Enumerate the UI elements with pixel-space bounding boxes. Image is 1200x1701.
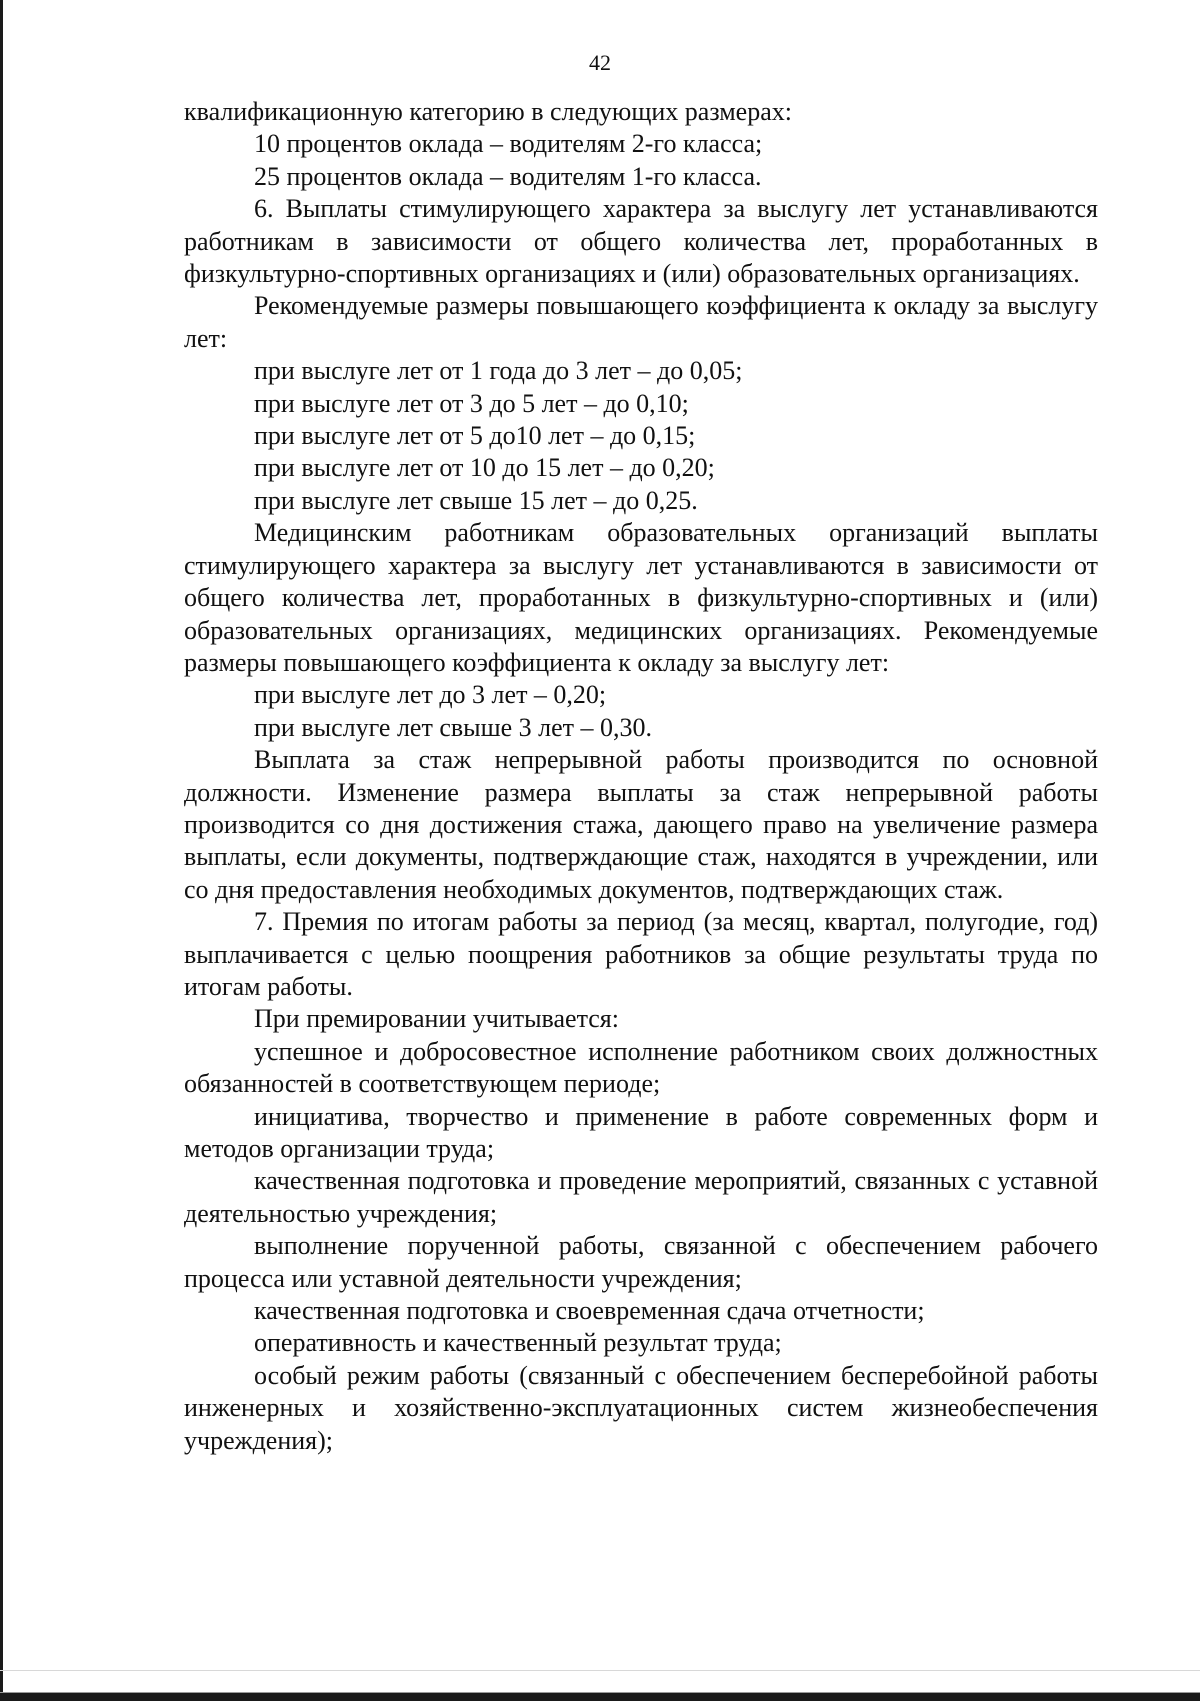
paragraph-23: особый режим работы (связанный с обеспечением бесперебойной работы инженерных и хозяйственно-эксплуатационных систем жизнеобеспечения учреждения); [184,1360,1098,1455]
paragraph-5: Рекомендуемые размеры повышающего коэффициента к окладу за выслугу лет: [184,291,1098,353]
paragraph-6: при выслуге лет от 1 года до 3 лет – до 0,05; [254,356,743,386]
paragraph-4: 6. Выплаты стимулирующего характера за выслугу лет устанавливаются работникам в зависимости от общего количества лет, проработанных в физкультурно-спортивных организациях и (или) образовательных организациях. [184,194,1098,289]
paragraph-15: 7. Премия по итогам работы за период (за месяц, квартал, полугодие, год) выплачивается с целью поощрения работников за общие результаты труда по итогам работы. [184,907,1098,1001]
document-body [184,96,1098,1457]
paragraph-3: 25 процентов оклада – водителям 1-го класса. [254,161,762,191]
paragraph-13: при выслуге лет свыше 3 лет – 0,30. [254,712,653,742]
paragraph-21: качественная подготовка и своевременная сдача отчетности; [254,1296,925,1326]
paragraph-9: при выслуге лет от 10 до 15 лет – до 0,20; [254,453,715,483]
paragraph-11: Медицинским работникам образовательных организаций выплаты стимулирующего характера за выслугу лет устанавливаются в зависимости от общего количества лет, проработанных в физкультурно-спортивных и (или) образовательных организациях, медицинских организациях. Рекомендуемые размеры повышающего коэффициента к окладу за выслугу лет: [184,518,1098,677]
paragraph-18: инициатива, творчество и применение в работе современных форм и методов организации труда; [184,1101,1098,1163]
paragraph-1: квалификационную категорию в следующих размерах: [184,97,792,126]
paragraph-16: При премировании учитывается: [254,1004,619,1034]
paragraph-7: при выслуге лет от 3 до 5 лет – до 0,10; [254,388,689,418]
paragraph-2: 10 процентов оклада – водителям 2-го класса; [254,129,763,159]
paragraph-12: при выслуге лет до 3 лет – 0,20; [254,680,607,710]
paragraph-20: выполнение порученной работы, связанной с обеспечением рабочего процесса или уставной деятельности учреждения; [184,1231,1098,1293]
paragraph-8: при выслуге лет от 5 до10 лет – до 0,15; [254,421,696,451]
scan-border-left [0,0,3,1701]
scan-border-bottom [0,1693,1200,1701]
paragraph-22: оперативность и качественный результат труда; [254,1328,782,1358]
paragraph-17: успешное и добросовестное исполнение работником своих должностных обязанностей в соответствующем периоде; [184,1036,1098,1099]
paragraph-14: Выплата за стаж непрерывной работы производится по основной должности. Изменение размера выплаты за стаж непрерывной работы производится со дня достижения стажа, дающего право на увеличение размера выплаты, если документы, подтверждающие стаж, находятся в учреждении, или со дня предоставления необходимых документов, подтверждающих стаж. [184,745,1098,904]
paragraph-19: качественная подготовка и проведение мероприятий, связанных с уставной деятельностью учреждения; [184,1166,1098,1228]
paragraph-10: при выслуге лет свыше 15 лет – до 0,25. [254,485,698,515]
scan-artifact-line [0,1670,1200,1671]
page-number: 42 [589,50,611,75]
